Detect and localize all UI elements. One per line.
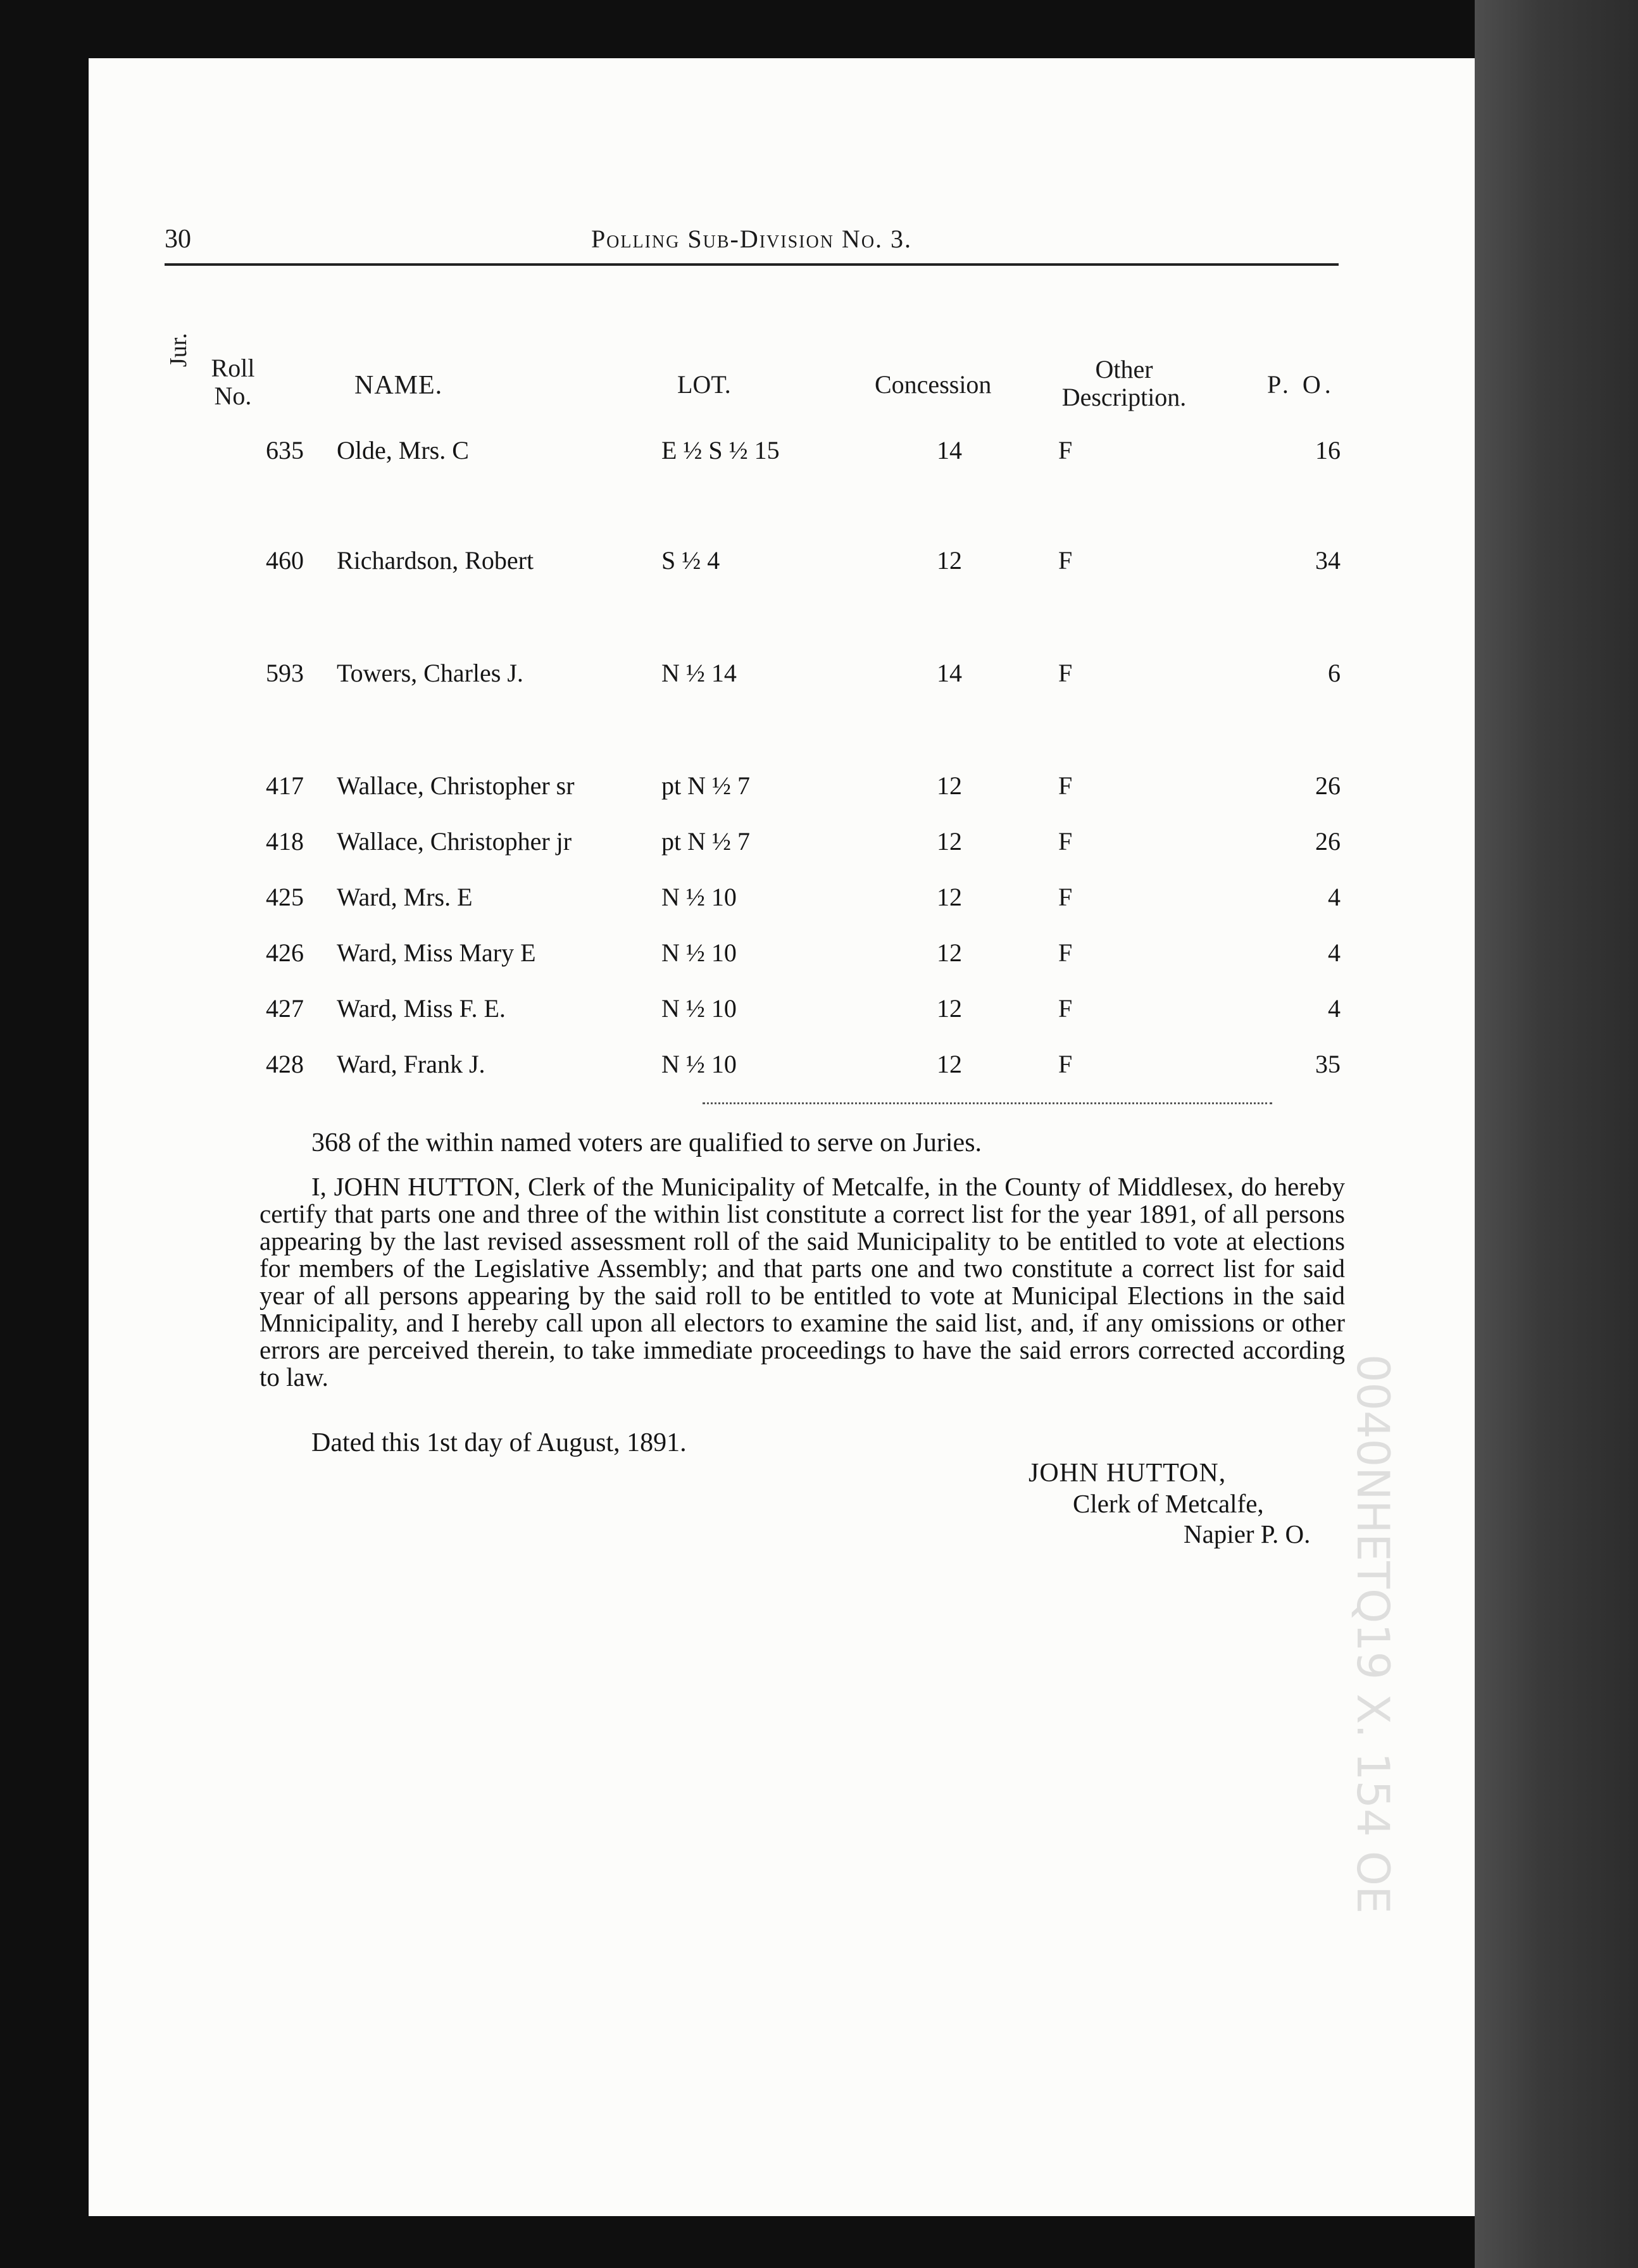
concession: 12 — [937, 827, 962, 856]
lot: N ½ 10 — [661, 883, 737, 911]
table-row — [0, 435, 1638, 473]
other-description: F — [1058, 1050, 1073, 1078]
roll-no: 427 — [266, 994, 304, 1023]
post-office: 16 — [1315, 436, 1341, 464]
page-header — [165, 224, 1339, 266]
voter-name: Ward, Mrs. E — [337, 883, 473, 911]
clerk-certification: I, JOHN HUTTON, Clerk of the Municipality of Metcalfe, in the County of Middlesex, do hereby certify that parts one and three of the within list constitute a correct list for the year 1891, of all persons appearing by the last revised assessment roll of the said Municipality to be entitled to vote at elections for members of the Legislative Assembly; and that parts one and two constitute a correct list for said year of all persons appearing by the said roll to be entitled to vote at Municipal Elections in the said Mnnicipality, and I hereby call upon all electors to examine the said list, and, if any omissions or other errors are perceived therein, to take immediate proceedings to have the said errors corrected according to law. — [259, 1172, 1345, 1392]
lot: S ½ 4 — [661, 546, 720, 575]
concession: 14 — [937, 436, 962, 464]
post-office: 34 — [1315, 546, 1341, 575]
table-row — [0, 938, 1638, 976]
table-row — [0, 545, 1638, 583]
post-office: 6 — [1328, 659, 1341, 687]
table-row — [0, 771, 1638, 809]
post-office: 4 — [1328, 994, 1341, 1023]
post-office: 26 — [1315, 827, 1341, 856]
other-description: F — [1058, 994, 1073, 1023]
post-office: 4 — [1328, 883, 1341, 911]
voter-name: Olde, Mrs. C — [337, 436, 469, 464]
lot: N ½ 14 — [661, 659, 737, 687]
roll-no: 425 — [266, 883, 304, 911]
concession: 12 — [937, 994, 962, 1023]
other-description: F — [1058, 883, 1073, 911]
other-description: F — [1058, 938, 1073, 967]
voter-name: Towers, Charles J. — [337, 659, 523, 687]
running-title: Polling Sub-Division No. 3. — [591, 225, 913, 253]
voter-name: Richardson, Robert — [337, 546, 534, 575]
table-row — [0, 994, 1638, 1031]
table-row — [0, 1049, 1638, 1087]
table-row — [0, 826, 1638, 864]
voter-name: Ward, Frank J. — [337, 1050, 485, 1078]
table-row — [0, 882, 1638, 920]
concession: 12 — [937, 883, 962, 911]
other-description: F — [1058, 659, 1073, 687]
post-office: 4 — [1328, 938, 1341, 967]
roll-no: 417 — [266, 771, 304, 800]
column-header-name: NAME. — [354, 371, 443, 400]
voter-name: Wallace, Christopher sr — [337, 771, 575, 800]
lot: N ½ 10 — [661, 994, 737, 1023]
voter-name: Ward, Miss F. E. — [337, 994, 506, 1023]
column-header-concession: Concession — [875, 370, 992, 399]
table-closing-rule — [703, 1102, 1272, 1104]
post-office: 35 — [1315, 1050, 1341, 1078]
roll-no: 593 — [266, 659, 304, 687]
table-row — [0, 658, 1638, 696]
concession: 14 — [937, 659, 962, 687]
concession: 12 — [937, 771, 962, 800]
roll-no: 418 — [266, 827, 304, 856]
lot: pt N ½ 7 — [661, 771, 750, 800]
column-header-lot: LOT. — [677, 370, 731, 399]
microfilm-margin — [1475, 0, 1638, 2268]
post-office: 26 — [1315, 771, 1341, 800]
lot: E ½ S ½ 15 — [661, 436, 780, 464]
column-header-po: P. O. — [1267, 370, 1335, 399]
roll-no: 426 — [266, 938, 304, 967]
other-description: F — [1058, 546, 1073, 575]
roll-no: 635 — [266, 436, 304, 464]
voter-name: Wallace, Christopher jr — [337, 827, 572, 856]
signature-name: JOHN HUTTON, — [1028, 1459, 1227, 1488]
other-description: F — [1058, 436, 1073, 464]
roll-no: 460 — [266, 546, 304, 575]
column-header-roll-no: Roll No. — [211, 354, 255, 410]
date-line: Dated this 1st day of August, 1891. — [311, 1428, 687, 1457]
voter-name: Ward, Miss Mary E — [337, 938, 536, 967]
roll-no: 428 — [266, 1050, 304, 1078]
signature-post-office: Napier P. O. — [1184, 1519, 1311, 1548]
lot: N ½ 10 — [661, 938, 737, 967]
column-header-jur: Jur. — [165, 333, 192, 367]
other-description: F — [1058, 771, 1073, 800]
lot: pt N ½ 7 — [661, 827, 750, 856]
column-header-other-description: Other Description. — [1061, 355, 1187, 411]
other-description: F — [1058, 827, 1073, 856]
concession: 12 — [937, 1050, 962, 1078]
jurors-note: 368 of the within named voters are qualified to serve on Juries. — [311, 1128, 982, 1157]
lot: N ½ 10 — [661, 1050, 737, 1078]
handwritten-margin-annotation: 0040NHETQ19 X. 154 OE — [1347, 1354, 1399, 1914]
page-number: 30 — [165, 225, 191, 254]
concession: 12 — [937, 546, 962, 575]
concession: 12 — [937, 938, 962, 967]
signature-title: Clerk of Metcalfe, — [1073, 1489, 1264, 1518]
